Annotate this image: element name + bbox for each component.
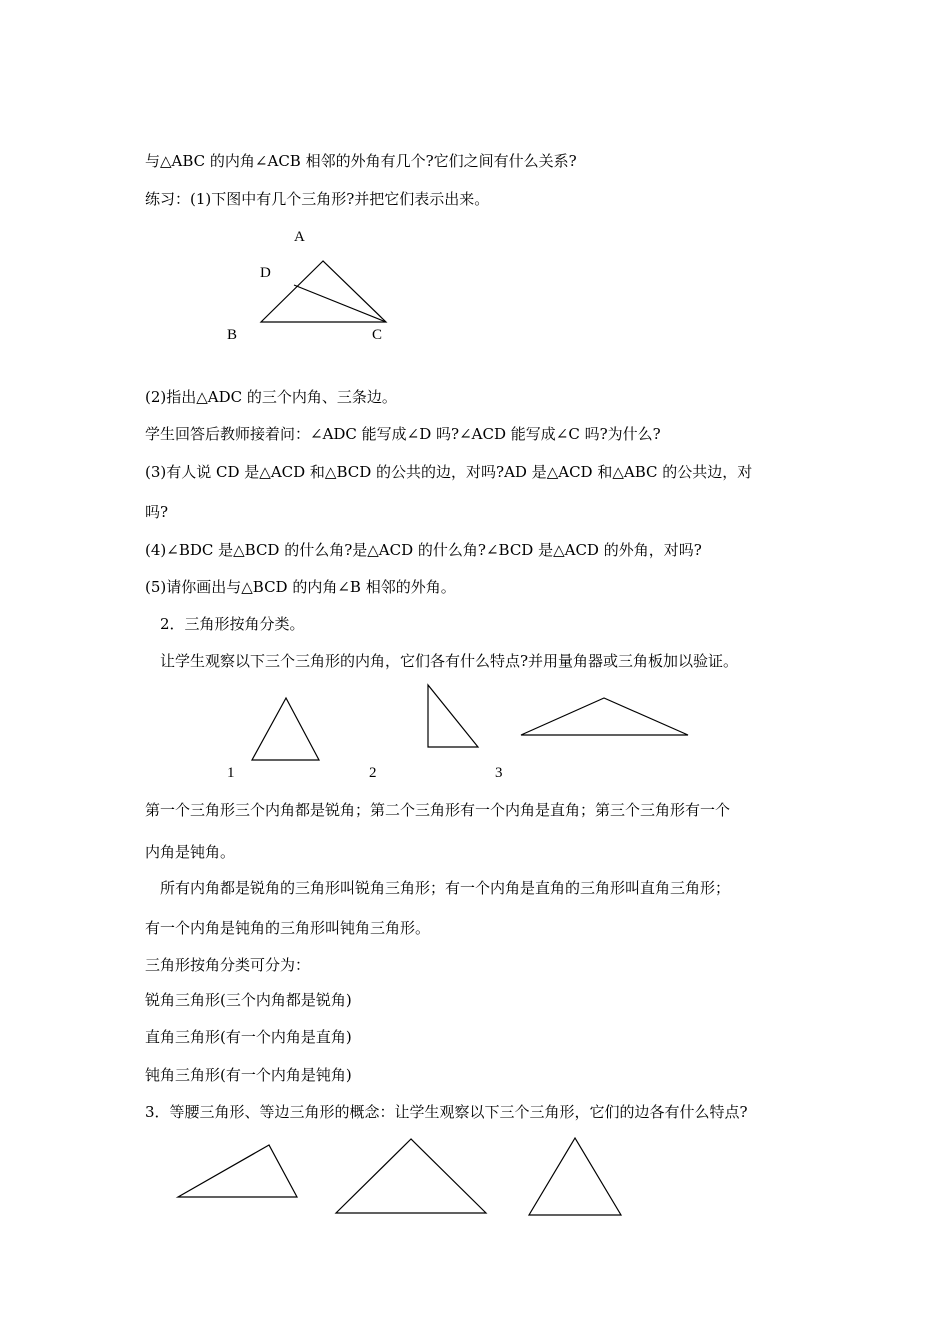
text-line-15: 三角形按角分类可分为：: [145, 956, 311, 974]
text-line-19: 3．等腰三角形、等边三角形的概念：让学生观察以下三个三角形，它们的边各有什么特点?: [145, 1103, 748, 1121]
text-line-12: 内角是钝角。: [145, 843, 236, 861]
scalene-triangle: [178, 1145, 297, 1197]
triangle-number-2: 2: [369, 765, 377, 781]
text-line-5: (3)有人说 CD 是△ACD 和△BCD 的公共的边，对吗?AD 是△ACD 和△ABC 的公共边，对: [145, 463, 753, 481]
text-line-2: 练习：(1)下图中有几个三角形?并把它们表示出来。: [145, 190, 490, 208]
text-line-4: 学生回答后教师接着问：∠ADC 能写成∠D 吗?∠ACD 能写成∠C 吗?为什么?: [145, 425, 661, 443]
text-line-13: 所有内角都是锐角的三角形叫锐角三角形；有一个内角是直角的三角形叫直角三角形；: [160, 879, 731, 897]
text-line-6: 吗?: [145, 503, 169, 521]
text-line-16: 锐角三角形(三个内角都是锐角): [145, 991, 352, 1009]
vertex-label-a: A: [294, 229, 305, 245]
text-line-10: 让学生观察以下三个三角形的内角，它们各有什么特点?并用量角器或三角板加以验证。: [160, 652, 739, 670]
text-line-8: (5)请你画出与△BCD 的内角∠B 相邻的外角。: [145, 578, 456, 596]
text-line-9: 2．三角形按角分类。: [160, 615, 305, 633]
vertex-label-c: C: [372, 327, 383, 343]
text-line-3: (2)指出△ADC 的三个内角、三条边。: [145, 388, 397, 406]
text-line-1: 与△ABC 的内角∠ACB 相邻的外角有几个?它们之间有什么关系?: [145, 152, 577, 170]
isosceles-triangle: [336, 1139, 486, 1213]
text-line-18: 钝角三角形(有一个内角是钝角): [145, 1066, 352, 1084]
equilateral-triangle: [529, 1138, 621, 1215]
triangle-number-3: 3: [495, 765, 503, 781]
vertex-label-d: D: [260, 265, 271, 281]
text-line-14: 有一个内角是钝角的三角形叫钝角三角形。: [145, 919, 431, 937]
text-line-17: 直角三角形(有一个内角是直角): [145, 1028, 352, 1046]
text-line-11: 第一个三角形三个内角都是锐角；第二个三角形有一个内角是直角；第三个三角形有一个: [145, 801, 731, 819]
vertex-label-b: B: [227, 327, 238, 343]
text-line-7: (4)∠BDC 是△BCD 的什么角?是△ACD 的什么角?∠BCD 是△ACD 的外角，对吗?: [145, 541, 702, 559]
triangle-number-1: 1: [227, 765, 235, 781]
